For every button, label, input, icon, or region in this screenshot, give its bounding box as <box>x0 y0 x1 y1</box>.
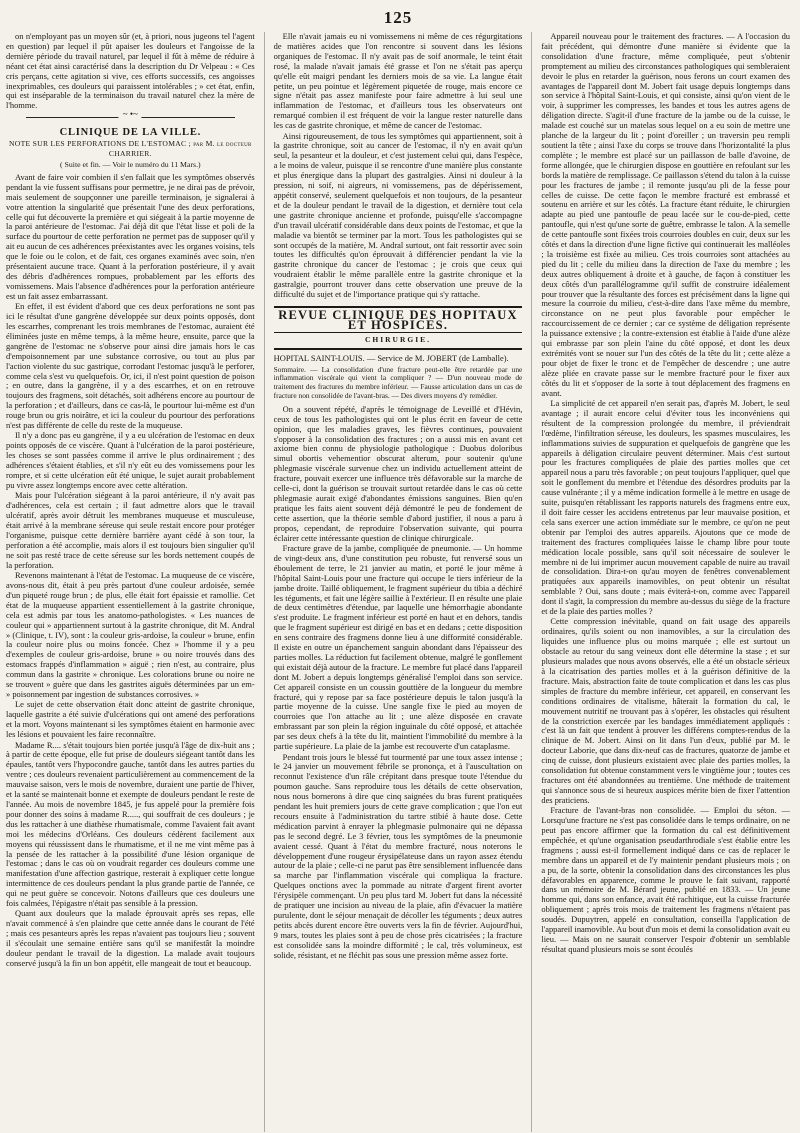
intro-paragraph: on n'employant pas un moyen sûr (et, à priori, nous jugeons tel l'agent en question) par lequel il pût apaiser les douleurs et l'angoisse de la dernière période du travail naturel, par lequel il fût à même de réduire à néant cet état ainsi caractérisé dans la description du Dr Velpeau : « Ces cris perçans, cette agitation si vive, ces efforts successifs, ces angoisses inexprimables, ces douleurs qui paraissent intolérables ; » cet état, enfin, qui est inséparable de la terminaison du travail naturel chez la mère de l'homme. <box>6 32 255 111</box>
paragraph: Revenons maintenant à l'état de l'estomac. La muqueuse de ce viscère, avons-nous dit, était à peu près partout d'une couleur ardoisée, semée d'un piqueté rouge brun ; de plus, elle était fort épaissie et ramollie. Cet état de la muqueuse appartient essentiellement à la gastrite chronique, cela est admis par tous les anatomo-pathologistes. « Les nuances de couleur qui » appartiennent surtout à la gastrite chronique, dit M. Andral » (Clinique, t. IV), sont : la couleur gris-ardoise, la couleur » brune, enfin la couleur noire plus ou moins foncée. Chez » l'homme il y a peu d'exemples de couleur gris-ardoise, brune » ou noire trouvés dans des estomacs frappés d'inflammation » aiguë ; rien n'est, au contraire, plus commun dans la gastrite » chronique. Les colorations brune ou noire ne se trouvent » guère que dans les gastrites aiguës déterminées par un em- » poisonnement par ingestion de substances corrosives. » <box>6 570 255 699</box>
column-2 <box>274 32 523 1132</box>
column-divider <box>264 32 265 1132</box>
paragraph: Mais pour l'ulcération siégeant à la paroi antérieure, il n'y avait pas d'adhérences, cela est certain ; il faut admettre alors que le travail ulcératif, après avoir détruit les membranes muqueuse et musculeuse, était arrivé à la membrane séreuse qui seule restait encore pour protéger l'organisme, puisque cette dernière barrière ayant cédé à son tour, la perforation a été accomplie, mais alors il est toujours bien singulier qu'il ne soit pas resté trace de cette séreuse sur les bords nettement coupés de la perforation. <box>6 490 255 570</box>
paragraph: Fracture de l'avant-bras non consolidée. — Emploi du séton. — Lorsqu'une fracture ne s'est pas consolidée dans le temps ordinaire, on ne peut pas encore affirmer que la formation du cal est définitivement empêchée, et qu'une organisation pseudarthrodiale s'est établie entre les fragmens ; aussi est-il formellement indiqué dans ce cas de replacer le membre dans un appareil et de l'y maintenir pendant plusieurs mois ; on a pu, de la sorte, obtenir la consolidation dans des circonstances les plus défavorables en apparence, comme le prouve le fait suivant, rapporté dans un mémoire de M. Bérard jeune, publié en 1833. — Un jeune homme qui, dans son enfance, avait été rachitique, eut la cuisse fracturée obliquement ; après trois mois de traitement les fragmens n'étaient pas soudés. Dupuytren, appelé en consultation, conseilla l'application de l'appareil inamovible. Au bout d'un mois et demi la consolidation avait eu lieu. — Mais on ne saurait conserver l'espoir d'obtenir un semblable résultat quand plusieurs mois se sont écoulés <box>541 805 791 954</box>
masthead-title: REVUE CLINIQUE DES HOPITAUX ET HOSPICES. <box>278 307 518 332</box>
paragraph: Appareil nouveau pour le traitement des fractures. — A l'occasion du fait précédent, qui démontre d'une manière si évidente que la consolidation d'une fracture, même compliquée, peut s'obtenir promptement au milieu des circonstances pathologiques qui sembleraient devoir le plus en retarder la guérison, nous ferons un court examen des avantages de l'appareil dont M. Jobert fait usage depuis longtemps dans son service à l'hôpital Saint-Louis, et qui consiste, ainsi qu'on vient de le voir, à supprimer les compresses, les bandes et tous les autres agens de déligation directe. S'agit-il d'une fracture de la jambe ou de la cuisse, le malade est couché sur un matelas sous lequel on a eu soin de mettre une planche de la largeur du lit ; point d'oreiller ; un traversin peu rempli soutient la tête ; ainsi l'axe du corps se trouve dans l'horizontalité la plus complète ; le membre est placé sur un paillasson de balle d'avoine, de forme allongée, que le chirurgien dispose en gouttière en refoulant sur les bords la matière de remplissage. Ce paillasson s'étend du talon à la cuisse pour les fractures de jambe ; il remonte jusqu'au pli de la fesse pour celles de cuisse. De cette façon le membre fracturé est embrassé et soutenu en arrière et sur les côtés. La fracture étant réduite, le chirurgien adapte au pied une pantoufle de peau lacée sur le cou-de-pied, cette pantoufle, qui n'est qu'une sorte de guêtre, embrasse le talon. A la semelle de cette pantoufle sont fixées trois courroies doubles en cuir, deux sur les côtés et dans la direction d'une ligne fictive qui continuerait les malléoles ; la troisième est fixée au milieu. Ces trois courroies sont attachées au pied du lit ; celle du milieu dans la direction de l'axe du membre ; les deux autres obliquement à droite et à gauche, de façon à constituer les deux côtés d'un parallélogramme qu'il suffit de construire idéalement pour trouver que la résultante des forces est précisément dans la ligne qui mesure la courroie du milieu, c'est-à-dire dans l'axe même du membre, circonstance on ne peut plus favorable pour empêcher le raccourcissement de ce dernier ; car ce système de déligation représente la puissance extensive ; la contre-extension est établie à l'aide d'une alèze qui embrasse par son plein l'aine du côté opposé, et dont les deux extrémités vont se nouer sur l'un des côtés de la tête du lit ; cette alèze a pour objet de fixer le tronc et de l'empêcher de descendre ; une autre alèze pliée en cravate passe sur le membre fracturé pour le fixer aux côtés du lit et s'opposer de la sorte à tout déplacement des fragmens en avant. <box>541 32 791 398</box>
paragraph: Il n'y a donc pas eu gangrène, il y a eu ulcération de l'estomac en deux points opposés de ce viscère. Quant à l'ulcération de la paroi postérieure, les choses se sont passées comme il arrive le plus ordinairement ; des adhérences s'étaient établies, et s'il n'y eût eu des vomissemens pour les rompre, et si cette ulcération eût été unique, le sujet aurait probablement pu vivre assez longtemps encore avec cette altération. <box>6 430 255 490</box>
paragraph: On a souvent répété, d'après le témoignage de Leveillé et d'Hévin, ceux de tous les pathologistes qui ont le plus écrit en faveur de cette opinion, que les maladies graves, les fièvres continues, pouvaient s'opposer à la consolidation des fractures ; on a aussi mis en avant cet axiome bien connu de physiologie pathologique : Duobus doloribus simul obortis vehementior obscurat alterum, pour soutenir qu'une phlegmasie viscérale survenue chez un individu actuellement atteint de fracture, pouvait exercer une influence très défavorable sur la marche de celle-ci, dont la guérison se trouvait surtout retardée dans le cas où cette phlegmasie aurait exigé d'abondantes émissions sanguines. Bien qu'en pratique les faits aient souvent déjà démontré le peu de fondement de cette assertion, que la théorie semble d'abord justifier, il nous a paru à propos, cependant, de reproduire l'observation suivante, qui pourra éclairer cette intéressante question de clinique chirurgicale. <box>273 403 523 543</box>
hospital-line: HOPITAL SAINT-LOUIS. — Service de M. JOBERT (de Lamballe). <box>273 352 509 363</box>
paragraph: La simplicité de cet appareil n'en serait pas, d'après M. Jobert, le seul avantage ; il aurait encore celui d'éviter tous les inconvéniens qui résultent de la compression prolongée du membre, il préviendrait l'œdème, l'infiltration séreuse, les douleurs, les spasmes musculaires, les inflammations suivies de suppuration et quelquefois de gangrène que les appareils à déligation circulaire peuvent déterminer. Mais c'est surtout pour les fractures compliquées de plaie des parties molles que cet appareil nous a paru très favorable ; on peut toujours l'appliquer, quel que soit le gonflement du membre et l'étendue des désordres produits par la cause vulnérante ; il y a même indication formelle à le mettre en usage de suite, puisqu'en rétablissant les rapports naturels des fragmens entre eux, il doit faire cesser les accidens entretenus par leur mauvaise position, et cela sans exercer une action immédiate sur le membre, ce qu'on ne peut obtenir par l'emploi des autres appareils. Ajoutons que ce mode de traitement des fractures compliquées laisse le champ libre pour toute médication locale possible, sans qu'il soit nécessaire de soulever le membre ni de lui imprimer aucun mouvement capable de nuire au travail de consolidation. Dira-t-on qu'au moyen de fenêtres convenablement pratiquées aux appareils inamovibles, on peut obtenir un résultat semblable ? Oui, sans doute ; mais éviterà-t-on, comme avec l'appareil dont il s'agit, la compression du membre au-dessus du siège de la fracture et de la plaie des parties molles ? <box>541 398 791 617</box>
paragraph: Elle n'avait jamais eu ni vomissemens ni même de ces régurgitations de matières acides que l'on rencontre si souvent dans les lésions organiques de l'estomac. Il n'y avait pas de soif anormale, le teint était rosé, la malade n'avait jamais été grasse et l'on ne s'était pas aperçu qu'elle eût maigri pendant les derniers mois de sa vie. La langue était petite, un peu pointue et légèrement piquetée de rouge, mais encore ce signe n'était pas assez manifeste pour faire admettre à lui seul une inflammation de l'estomac, et d'ailleurs tous les observateurs ont remarqué combien il est fréquent de voir la langue rester naturelle dans les cas de gastrite chronique, et même de cancer de l'estomac. <box>273 32 523 131</box>
paragraph: Pendant trois jours le blessé fut tourmenté par une toux assez intense ; le 24 janvier un mouvement fébrile se prononça, et à l'auscultation on reconnut l'existence d'un râle crépitant dans presque toute l'étendue du poumon gauche. Sans reproduire tous les détails de cette observation, nous nous bornerons à dire que cinq saignées du bras furent pratiquées pendant les huit premiers jours de cette grave complication ; que l'on eut recours ensuite à l'administration du tartre stibié à haute dose. Cette médication parvint à enrayer la phlegmasie pulmonaire qui ne dépassa pas le second degré. Le 3 février, tous les symptômes de la pneumonie avaient cessé. Quant à l'état du membre fracturé, nous noterons le développement d'une rougeur érysipélateuse dans un rayon assez étendu autour de la plaie ; celle-ci ne parut pas être sensiblement influencée dans sa marche par l'inflammation viscérale qui compliqua la fracture. Quelques onctions avec la pommade au nitrate d'argent firent avorter l'érysipèle commençant. Un peu plus tard M. Jobert fut dans la nécessité de pratiquer une incision au niveau de la plaie, afin d'évacuer la matière purulente, dont le séjour menaçait de décoller les téguments ; deux autres petits abcès durent encore être ouverts vers la fin de février. Aujourd'hui, 9 mars, toutes les plaies sont à peu de chose près cicatrisées ; la fracture est consolidée sans la moindre difformité ; le cal, très volumineux, est solide, résistant, et ne fléchit pas sous une pression même assez forte. <box>273 751 523 960</box>
masthead-subtitle: CHIRURGIE. <box>274 332 523 345</box>
paragraph: Avant de faire voir combien il s'en fallait que les symptômes observés pendant la vie fussent suffisans pour permettre, je ne dirai pas de prévoir, mais seulement de soupçonner une pareille terminaison, je signalerai à votre attention la singularité que présentait l'une des deux perforations, celle qui fut découverte la première et qui siégeait à la partie moyenne de la paroi antérieure de l'estomac. J'ai déjà dit que l'état lisse et poli de la surface du pourtour de cette perforation ne permet pas de supposer qu'il y ait eu aucun de ces adhérences préexistantes avec les organes voisins, tels que le foie ou le colon, et de fait, ces organes examinés avec soin, n'en présentaient aucune trace. Quant à la perforation postérieure, il y avait des débris d'adhérences rompues, probablement par les efforts des vomissemens. Mais l'absence d'adhérences pour la perforation antérieure est un fait assez embarrassant. <box>6 171 255 301</box>
page-number: 125 <box>383 8 413 27</box>
paragraph: Ainsi rigoureusement, de tous les symptômes qui appartiennent, soit à la gastrite chronique, soit au cancer de l'estomac, il n'y en avait qu'un seul, la pesanteur et la douleur, et c'est justement celui qui, dans l'espèce, a le moins de valeur, puisque il se rencontre d'une manière plus constante et plus énergique dans la plupart des gastralgies. Ainsi ni douleur à la pression, ni soif, ni aigreurs, ni vomissemens, pas de dépérissement, appétit conservé, seulement quelquefois et non toujours, de la pesanteur et de la douleur pendant le travail de la digestion, et dernière tout cela une gastrite chronique ancienne et profonde, puisqu'elle s'accompagne d'un travail ulcératif considérable dans deux points de l'estomac, et que la maladie va bientôt se terminer par la mort. Tous les pathologistes qui se sont occupés de la matière, M. Andral surtout, ont fait ressortir avec soin toutes les difficultés qu'on éprouvait à différencier pendant la vie la gastrite chronique du cancer de l'estomac ; je crois que ceux qui voudraient établir le même parallèle entre la gastrite chronique et la gastralgie, pourront trouver dans cette observation une preuve de la difficulté du sujet et de l'importance pratique qui s'y rattache. <box>273 130 523 300</box>
paragraph: Quant aux douleurs que la malade éprouvait après ses repas, elle n'avait commencé à s'en plaindre que cette année dans le courant de l'été ; mais ces pesanteurs après les repas n'avaient pas toujours lieu ; souvent il s'écoulait une semaine entière sans qu'il se manifestât la moindre douleur pendant le travail de la digestion. La malade avait toujours conservé jusqu'à la fin un bon appétit, elle mangeait de tout et beaucoup. <box>6 908 255 968</box>
paragraph: Cette compression inévitable, quand on fait usage des appareils ordinaires, qu'ils soient ou non inamovibles, a sur la circulation des liquides une influence plus ou moins marquée ; elle est surtout un obstacle au retour du sang veineux dont elle détermine la stase ; et sur plusieurs malades que nous avons observés, elle a été un obstacle sérieux à la cicatrisation des parties molles et à la guérison définitive de la fracture. Mais, abstraction faite de toute complication et dans les cas plus simples de fracture du membre inférieur, cet appareil, en conservant les conditions ordinaires de vitalisme, hâterait la formation du cal, le mouvement nutritif ne trouvant pas à s'opérer, les obstacles qui résultent de la constriction exercée par les bandages immédiatement appliqués : c'est là un fait que tendent à prouver les différens comptes-rendus de la clinique de M. Jobert. Ainsi on lit dans l'un d'eux, publié par M. le docteur Laborie, que dans dix-neuf cas de fractures, quatorze de jambe et cinq de cuisse, dont plusieurs existaient avec plaie des parties molles, la consolidation fut obtenue constamment vers le vingtième jour ; toutes ces fractures ont été abandonnées au trentième. Une méthode de traitement qui s'annonce sous de si heureux auspices mérite bien de fixer l'attention des praticiens. <box>541 616 791 805</box>
columns <box>6 32 790 1132</box>
paragraph: En effet, il est évident d'abord que ces deux perforations ne sont pas ici le résultat d'une gangrène développée sur deux points opposés, dont les escarrhes, comprenant les trois membranes de l'estomac, auraient été éliminées juste en même temps, à la même heure, ensuite, parce que la gangrène de l'estomac ne s'observe pour ainsi dire jamais hors le cas d'empoisonnement par une substance corrosive, ou tout au plus par l'action violente du suc gastrique, corrodant l'estomac jusqu'à le perforer, comme cela s'est vu quelquefois. Or, ici, il n'est point question de poison ; en outre, dans la gangrène, il y a des escarrhes, et on en retrouve toujours des fragmens, soit détachés, soit adhérens encore au pourtour de la perforation ; et d'ailleurs, dans ce cas-là, le pourtour lui-même est d'un rouge brun ou gris noirâtre, et ici la couleur du pourtour des perforations n'est pas différente de celle du reste de la muqueuse. <box>6 301 255 431</box>
section-title-clinique: CLINIQUE DE LA VILLE. <box>59 127 202 139</box>
paragraph: Fracture grave de la jambe, compliquée de pneumonie. — Un homme de vingt-deux ans, d'une constitution peu robuste, fut renversé sous un éboulement de terre, le 21 janvier au matin, et porté le jour même à l'hôpital Saint-Louis pour une fracture qui occupe le tiers inférieur de la jambe droite. Taillé obliquement, le fragment supérieur du tibia a déchiré les téguments, et fait une légère saillie à l'extérieur. Il en résulte une plaie de deux centimètres d'étendue, par laquelle une hémorrhagie abondante s'est produite. Le fragment inférieur est porté en haut et en dehors, tandis que le fragment supérieur est dirigé en bas et en dedans ; cette disposition en sens contraire des fragmens donne lieu à une difformité considérable. Il existe en outre un épanchement sanguin abondant dans l'épaisseur des parties molles. La réduction fut facilement obtenue, malgré le gonflement qui existait déjà autour de la fracture. Le membre fut placé dans l'appareil dont M. Jobert a depuis longtemps généralisé l'emploi dans son service. Cet appareil consiste en un coussin gouttière de la longueur du membre fracturé, qui y repose par sa face postérieure depuis le talon jusqu'à la partie moyenne de la cuisse. Une sangle fixe le pied au moyen de courroies que l'on attache au lit ; une alèze disposée en cravate embrassant par son plein la région inguinale du côté opposé, et attachée par ses deux chefs à la tête du lit, maintient l'immobilité du membre à la partie supérieure. La plaie de la jambe est recouverte d'un cataplasme. <box>273 542 523 752</box>
paragraph: Madame R.... s'était toujours bien portée jusqu'à l'âge de dix-huit ans ; à partir de cette époque, elle fut prise de douleurs siégeant tantôt dans les épaules, tantôt vers l'hypocondre gauche, tantôt dans les autres parties du ventre ; ces douleurs revenaient particulièrement au commencement de la mauvaise saison, vers le mois de novembre, duraient une partie de l'hiver, et la santé se maintenait bonne et exempte de douleurs pendant le reste de l'année. Au mois de novembre 1845, je fus appelé pour la première fois pour donner des soins à madame R....., qui souffrait de ces douleurs ; je dus les rattacher à une diathèse rhumatismale, comme l'avaient fait avant moi les médecins d'Orléans. Ces douleurs cédèrent facilement aux moyens qui réussissent dans le rhumatisme, et il ne me vint même pas à la pensée de les rattacher à la possibilité d'une lésion organique de l'estomac ; dans le cas où on voudrait regarder ces douleurs comme une manifestation d'une affection gastrique, resterait à expliquer cette longue intermittence de ces douleurs pendant la plus grande partie de l'année, ce qui ne peut guère se concevoir. Notons d'ailleurs que ces douleurs une fois calmées, l'épigastre n'était pas sensible à la pression. <box>6 739 255 909</box>
section-masthead <box>274 306 523 350</box>
section-divider <box>26 117 235 124</box>
paragraph: Le sujet de cette observation était donc atteint de gastrite chronique, laquelle gastrite a été suivie d'ulcérations qui ont amené des perforations et la mort. Voyons maintenant si les symptômes étaient en harmonie avec les lésions et pouvaient les faire reconnaître. <box>6 699 255 740</box>
article-title-perforations: NOTE SUR LES PERFORATIONS DE L'ESTOMAC ; par M. le docteur CHARRIER. <box>9 139 252 159</box>
column-divider <box>531 32 532 1132</box>
article-continuation-note: ( Suite et fin. — Voir le numéro du 11 Mars.) <box>60 159 201 169</box>
column-3 <box>541 32 790 1132</box>
summary: Sommaire. — La consolidation d'une fracture peut-elle être retardée par une inflammation viscérale qui vient la compliquer ? — D'un nouveau mode de traitement des fractures du membre inférieur. — Fausse articulation dans un cas de fracture non consolidée de l'avant-bras. — Des divers moyens d'y remédier. <box>273 364 523 400</box>
column-1 <box>6 32 255 1132</box>
